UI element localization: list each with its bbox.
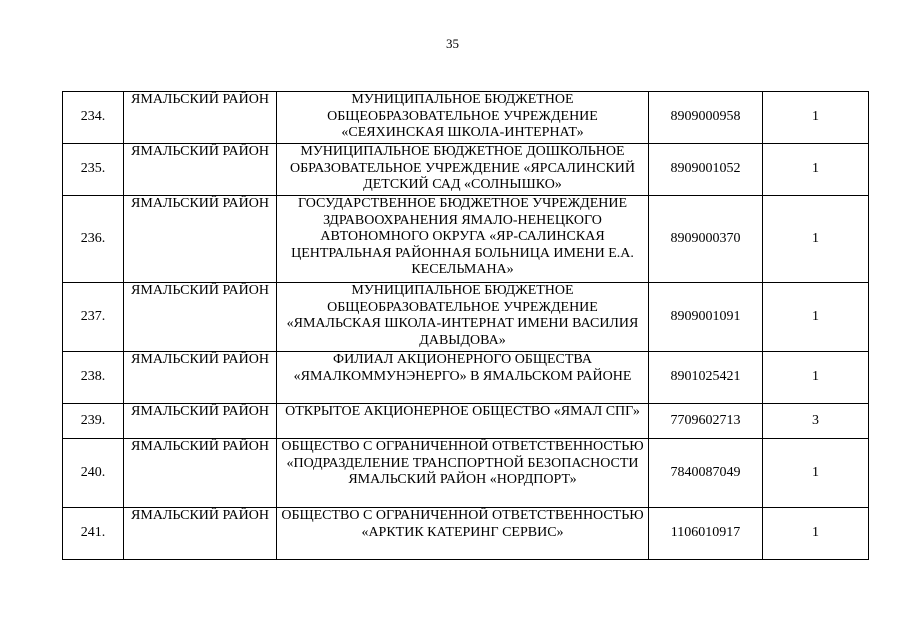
organization-cell: МУНИЦИПАЛЬНОЕ БЮДЖЕТНОЕ ДОШКОЛЬНОЕ ОБРАЗОВАТЕЛЬНОЕ УЧРЕЖДЕНИЕ «ЯРСАЛИНСКИЙ ДЕТСКИЙ САД «СОЛНЫШКО» [277, 144, 649, 196]
organization-cell: ГОСУДАРСТВЕННОЕ БЮДЖЕТНОЕ УЧРЕЖДЕНИЕ ЗДРАВООХРАНЕНИЯ ЯМАЛО-НЕНЕЦКОГО АВТОНОМНОГО ОКРУГА «ЯР-САЛИНСКАЯ ЦЕНТРАЛЬНАЯ РАЙОННАЯ БОЛЬНИЦА ИМЕНИ Е.А. КЕСЕЛЬМАНА» [277, 196, 649, 283]
count-cell: 1 [763, 144, 869, 196]
district-cell: ЯМАЛЬСКИЙ РАЙОН [124, 196, 277, 283]
district-cell: ЯМАЛЬСКИЙ РАЙОН [124, 283, 277, 352]
row-number-cell: 236. [63, 196, 124, 283]
organization-cell: МУНИЦИПАЛЬНОЕ БЮДЖЕТНОЕ ОБЩЕОБРАЗОВАТЕЛЬНОЕ УЧРЕЖДЕНИЕ «ЯМАЛЬСКАЯ ШКОЛА-ИНТЕРНАТ ИМЕНИ ВАСИЛИЯ ДАВЫДОВА» [277, 283, 649, 352]
table-row [63, 508, 869, 560]
district-cell: ЯМАЛЬСКИЙ РАЙОН [124, 92, 277, 144]
table-row [63, 439, 869, 508]
organization-cell: ОБЩЕСТВО С ОГРАНИЧЕННОЙ ОТВЕТСТВЕННОСТЬЮ «АРКТИК КАТЕРИНГ СЕРВИС» [277, 508, 649, 560]
organizations-table [62, 91, 869, 560]
table-row [63, 404, 869, 439]
count-cell: 1 [763, 283, 869, 352]
district-cell: ЯМАЛЬСКИЙ РАЙОН [124, 439, 277, 508]
row-number-cell: 240. [63, 439, 124, 508]
organization-cell: ОБЩЕСТВО С ОГРАНИЧЕННОЙ ОТВЕТСТВЕННОСТЬЮ «ПОДРАЗДЕЛЕНИЕ ТРАНСПОРТНОЙ БЕЗОПАСНОСТИ ЯМАЛЬСКИЙ РАЙОН «НОРДПОРТ» [277, 439, 649, 508]
inn-cell: 8909001091 [649, 283, 763, 352]
row-number-cell: 238. [63, 352, 124, 404]
row-number-cell: 239. [63, 404, 124, 439]
row-number-cell: 235. [63, 144, 124, 196]
table-row [63, 283, 869, 352]
count-cell: 1 [763, 439, 869, 508]
inn-cell: 8909000958 [649, 92, 763, 144]
organization-cell: ОТКРЫТОЕ АКЦИОНЕРНОЕ ОБЩЕСТВО «ЯМАЛ СПГ» [277, 404, 649, 439]
inn-cell: 1106010917 [649, 508, 763, 560]
count-cell: 1 [763, 508, 869, 560]
inn-cell: 7709602713 [649, 404, 763, 439]
row-number-cell: 234. [63, 92, 124, 144]
table-row [63, 144, 869, 196]
row-number-cell: 237. [63, 283, 124, 352]
table-row [63, 92, 869, 144]
inn-cell: 8901025421 [649, 352, 763, 404]
organization-cell: МУНИЦИПАЛЬНОЕ БЮДЖЕТНОЕ ОБЩЕОБРАЗОВАТЕЛЬНОЕ УЧРЕЖДЕНИЕ «СЕЯХИНСКАЯ ШКОЛА-ИНТЕРНАТ» [277, 92, 649, 144]
inn-cell: 8909000370 [649, 196, 763, 283]
inn-cell: 7840087049 [649, 439, 763, 508]
inn-cell: 8909001052 [649, 144, 763, 196]
count-cell: 1 [763, 196, 869, 283]
table-row [63, 352, 869, 404]
count-cell: 1 [763, 352, 869, 404]
table-row [63, 196, 869, 283]
row-number-cell: 241. [63, 508, 124, 560]
organization-cell: ФИЛИАЛ АКЦИОНЕРНОГО ОБЩЕСТВА «ЯМАЛКОММУНЭНЕРГО» В ЯМАЛЬСКОМ РАЙОНЕ [277, 352, 649, 404]
count-cell: 3 [763, 404, 869, 439]
page-number: 35 [446, 36, 459, 51]
district-cell: ЯМАЛЬСКИЙ РАЙОН [124, 352, 277, 404]
district-cell: ЯМАЛЬСКИЙ РАЙОН [124, 508, 277, 560]
district-cell: ЯМАЛЬСКИЙ РАЙОН [124, 144, 277, 196]
count-cell: 1 [763, 92, 869, 144]
district-cell: ЯМАЛЬСКИЙ РАЙОН [124, 404, 277, 439]
